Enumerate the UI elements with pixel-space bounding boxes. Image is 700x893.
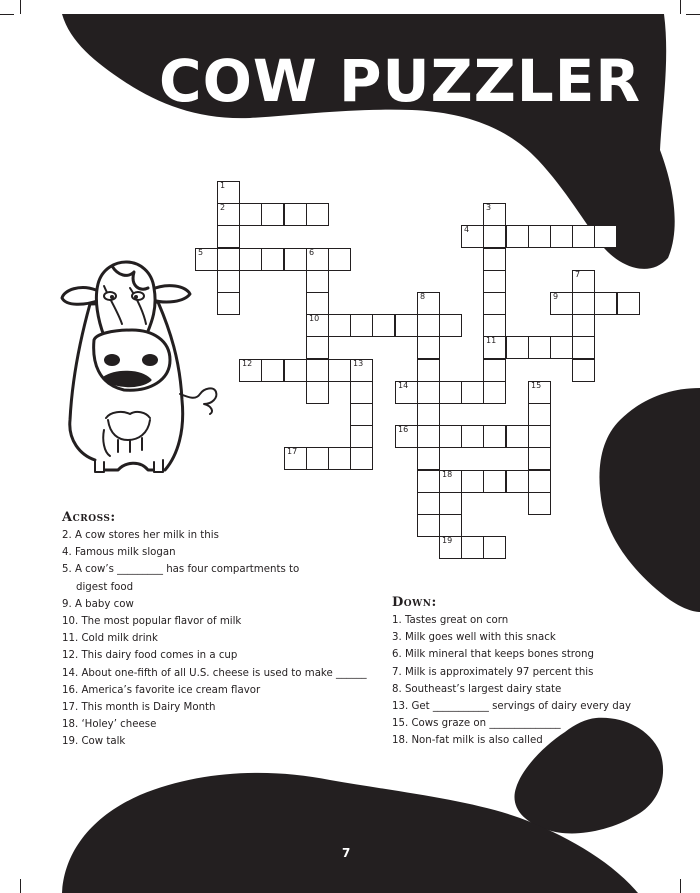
crossword-cell[interactable] (483, 292, 506, 315)
down-clue: 6. Milk mineral that keeps bones strong (392, 649, 594, 661)
crossword-cell[interactable] (506, 425, 529, 448)
clue-number: 16 (398, 425, 409, 434)
down-clue: 3. Milk goes well with this snack (392, 632, 556, 644)
crossword-cell[interactable] (528, 403, 551, 426)
across-clue: 5. A cow’s _________ has four compartments to (62, 564, 300, 576)
crossword-cell[interactable] (417, 492, 440, 515)
crossword-cell[interactable] (417, 425, 440, 448)
crossword-cell[interactable] (350, 447, 373, 470)
crossword-cell[interactable] (284, 447, 307, 470)
crossword-cell[interactable] (461, 425, 484, 448)
crossword-cell[interactable] (261, 359, 284, 382)
crossword-cell[interactable] (306, 359, 329, 382)
crossword-cell[interactable] (572, 270, 595, 293)
across-clue: 10. The most popular flavor of milk (62, 616, 242, 628)
crossword-cell[interactable] (572, 292, 595, 315)
across-clue-continuation: digest food (76, 581, 134, 593)
crossword-cell[interactable] (572, 336, 595, 359)
across-clue: 14. About one-fifth of all U.S. cheese is used to make ______ (62, 667, 367, 679)
crossword-cell[interactable] (217, 225, 240, 248)
crossword-cell[interactable] (572, 359, 595, 382)
crossword-cell[interactable] (483, 270, 506, 293)
across-clue: 17. This month is Dairy Month (62, 702, 216, 714)
crossword-cell[interactable] (284, 359, 307, 382)
crossword-cell[interactable] (350, 314, 373, 337)
crossword-cell[interactable] (417, 447, 440, 470)
across-heading: Across: (62, 510, 116, 525)
crossword-cell[interactable] (483, 203, 506, 226)
crossword-cell[interactable] (483, 536, 506, 559)
crossword-cell[interactable] (483, 248, 506, 271)
crossword-cell[interactable] (417, 359, 440, 382)
crossword-cell[interactable] (239, 359, 262, 382)
crossword-cell[interactable] (417, 403, 440, 426)
across-clue: 2. A cow stores her milk in this (62, 530, 219, 541)
crossword-cell[interactable] (306, 292, 329, 315)
crossword-cell[interactable] (395, 425, 418, 448)
crossword-cell[interactable] (528, 447, 551, 470)
clue-number: 18 (442, 470, 453, 479)
down-clue: 1. Tastes great on corn (392, 615, 509, 626)
crossword-cell[interactable] (217, 203, 240, 226)
crossword-cell[interactable] (417, 336, 440, 359)
crossword-cell[interactable] (572, 314, 595, 337)
crossword-cell[interactable] (572, 225, 595, 248)
crossword-cell[interactable] (528, 470, 551, 493)
page-number: 7 (342, 846, 351, 860)
crossword-cell[interactable] (550, 292, 573, 315)
crossword-cell[interactable] (417, 470, 440, 493)
crossword-cell[interactable] (594, 225, 617, 248)
clue-number: 17 (287, 447, 298, 456)
across-clue: 19. Cow talk (62, 736, 126, 748)
down-clue: 13. Get ___________ servings of dairy every day (392, 701, 632, 713)
crossword-cell[interactable] (528, 492, 551, 515)
crossword-cell[interactable] (483, 359, 506, 382)
crossword-cell[interactable] (417, 314, 440, 337)
clue-number: 11 (486, 336, 497, 345)
crossword-cell[interactable] (328, 447, 351, 470)
crossword-cell[interactable] (439, 425, 462, 448)
clue-number: 12 (242, 359, 253, 368)
across-clue: 18. ‘Holey’ cheese (62, 719, 157, 731)
across-clue: 16. America’s favorite ice cream flavor (62, 684, 261, 696)
crossword-cell[interactable] (217, 248, 240, 271)
crossword-cell[interactable] (261, 203, 284, 226)
crossword-cell[interactable] (417, 514, 440, 537)
crossword-cell[interactable] (528, 425, 551, 448)
crossword-cell[interactable] (239, 203, 262, 226)
crossword-cell[interactable] (439, 492, 462, 515)
across-clue: 12. This dairy food comes in a cup (62, 650, 238, 662)
crossword-cell[interactable] (506, 336, 529, 359)
down-clue: 15. Cows graze on ______________ (392, 718, 561, 730)
across-clue: 9. A baby cow (62, 598, 134, 610)
crossword-cell[interactable] (461, 225, 484, 248)
crossword-cell[interactable] (528, 381, 551, 404)
crossword-cell[interactable] (328, 314, 351, 337)
crossword-cell[interactable] (439, 314, 462, 337)
clue-number: 9 (553, 292, 559, 301)
clue-number: 4 (464, 225, 470, 234)
page-title: COW PUZZLER (159, 47, 641, 115)
crossword-cell[interactable] (395, 314, 418, 337)
clue-number: 10 (309, 314, 320, 323)
clue-number: 14 (398, 381, 409, 390)
crossword-cell[interactable] (439, 470, 462, 493)
crossword-cell[interactable] (350, 425, 373, 448)
crossword-cell[interactable] (217, 270, 240, 293)
crossword-cell[interactable] (417, 381, 440, 404)
crossword-cell[interactable] (217, 292, 240, 315)
crossword-cell[interactable] (461, 470, 484, 493)
crossword-cell[interactable] (350, 359, 373, 382)
crossword-cell[interactable] (483, 336, 506, 359)
crossword-cell[interactable] (328, 359, 351, 382)
crossword-cell[interactable] (550, 336, 573, 359)
crossword-cell[interactable] (528, 225, 551, 248)
clue-number: 15 (531, 381, 542, 390)
across-clue: 11. Cold milk drink (62, 633, 158, 645)
crossword-cell[interactable] (306, 447, 329, 470)
crossword-cell[interactable] (617, 292, 640, 315)
down-heading: Down: (392, 595, 437, 610)
crossword-cell[interactable] (372, 314, 395, 337)
crossword-cell[interactable] (461, 536, 484, 559)
crossword-cell[interactable] (195, 248, 218, 271)
crossword-cell[interactable] (506, 470, 529, 493)
crossword-cell[interactable] (528, 336, 551, 359)
crossword-cell[interactable] (306, 381, 329, 404)
crossword-cell[interactable] (217, 181, 240, 204)
crossword-cell[interactable] (306, 203, 329, 226)
crossword-cell[interactable] (284, 248, 307, 271)
crossword-cell[interactable] (483, 381, 506, 404)
crossword-cell[interactable] (306, 270, 329, 293)
clue-number: 8 (420, 292, 426, 301)
clue-number: 2 (220, 203, 226, 212)
clue-number: 1 (220, 181, 226, 190)
down-clue: 18. Non-fat milk is also called (392, 735, 543, 747)
crossword-cell[interactable] (594, 292, 617, 315)
crossword-cell[interactable] (417, 292, 440, 315)
crossword-cell[interactable] (439, 536, 462, 559)
clue-number: 3 (486, 203, 492, 212)
crossword-cell[interactable] (483, 470, 506, 493)
crossword-cell[interactable] (306, 314, 329, 337)
crossword-cell[interactable] (284, 203, 307, 226)
clue-number: 6 (309, 248, 315, 257)
crossword-cell[interactable] (306, 336, 329, 359)
crossword-cell[interactable] (350, 403, 373, 426)
crossword-cell[interactable] (439, 381, 462, 404)
crossword-cell[interactable] (461, 381, 484, 404)
crossword-cell[interactable] (328, 248, 351, 271)
across-clue: 4. Famous milk slogan (62, 547, 176, 559)
down-clue: 8. Southeast’s largest dairy state (392, 683, 562, 695)
clue-number: 5 (198, 248, 204, 257)
crossword-cell[interactable] (483, 425, 506, 448)
across-clue-list (62, 527, 367, 751)
clue-number: 19 (442, 536, 453, 545)
clue-number: 7 (575, 270, 581, 279)
down-clue: 7. Milk is approximately 97 percent this (392, 666, 594, 678)
crossword-cell[interactable] (483, 314, 506, 337)
crossword-cell[interactable] (261, 248, 284, 271)
crossword-cell[interactable] (483, 225, 506, 248)
clue-number: 13 (353, 359, 364, 368)
crossword-cell[interactable] (350, 381, 373, 404)
crossword-cell[interactable] (306, 248, 329, 271)
crossword-cell[interactable] (439, 514, 462, 537)
crossword-cell[interactable] (550, 225, 573, 248)
crossword-cell[interactable] (239, 248, 262, 271)
crossword-cell[interactable] (506, 225, 529, 248)
down-clue-list (392, 612, 631, 750)
crossword-cell[interactable] (395, 381, 418, 404)
